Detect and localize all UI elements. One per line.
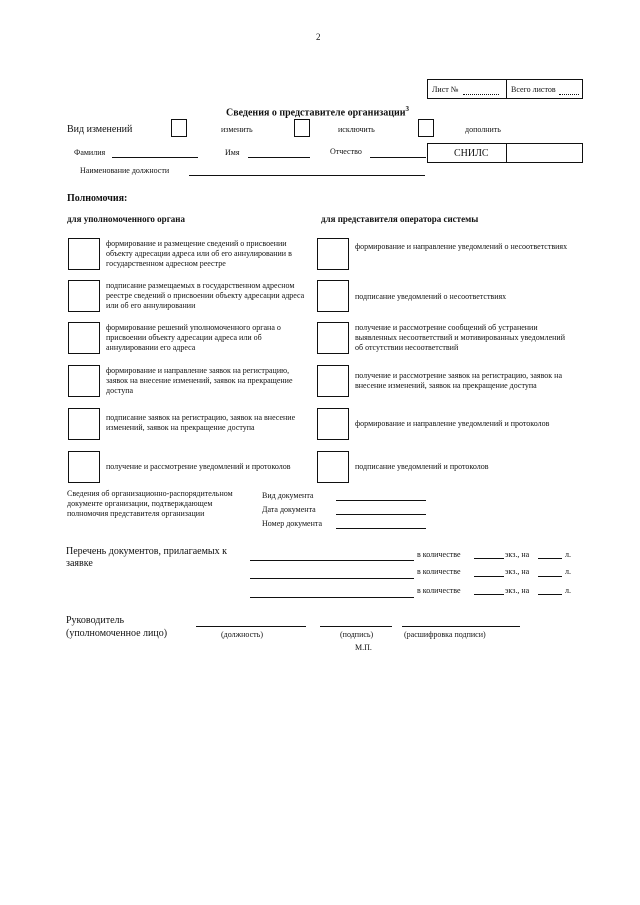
power-right-1-text: формирование и направление уведомлений о несоответствиях: [355, 242, 568, 251]
add-option-label: дополнить: [465, 125, 501, 134]
power-left-6-text: получение и рассмотрение уведомлений и протоколов: [106, 462, 291, 471]
power-right-6-checkbox[interactable]: [317, 451, 349, 483]
power-right-4-checkbox[interactable]: [317, 365, 349, 397]
position-caption: (должность): [221, 630, 263, 639]
attached-doc-2-copies-label: экз., на: [505, 567, 530, 576]
attached-doc-3-copies-label: экз., на: [505, 586, 530, 595]
power-right-3-checkbox[interactable]: [317, 322, 349, 354]
power-right-5-checkbox[interactable]: [317, 408, 349, 440]
signature-decode-caption: (расшифровка подписи): [404, 630, 486, 639]
attached-doc-1-field[interactable]: [250, 560, 414, 561]
power-left-1-checkbox[interactable]: [68, 238, 100, 270]
exclude-checkbox[interactable]: [294, 119, 310, 137]
power-left-5-checkbox[interactable]: [68, 408, 100, 440]
head-label: Руководитель: [66, 615, 125, 626]
attached-doc-2-sheets-label: л.: [565, 567, 571, 576]
position-label: Наименование должности: [80, 166, 170, 175]
attached-doc-2-qty-label: в количестве: [417, 567, 461, 576]
document-date-label: Дата документа: [262, 505, 316, 514]
power-right-4-text: получение и рассмотрение заявок на регистрацию, заявок на внесение изменений, заявок на прекращение доступа: [355, 371, 563, 390]
form-title-text: Сведения о представителе организации: [226, 107, 406, 119]
exclude-option-label: исключить: [338, 125, 375, 134]
total-sheets-blank: [559, 94, 579, 95]
attached-doc-2-sheets-field[interactable]: [538, 576, 562, 577]
power-right-1-checkbox[interactable]: [317, 238, 349, 270]
stamp-place-label: М.П.: [355, 643, 372, 652]
power-left-5-text: подписание заявок на регистрацию, заявок на внесение изменений, заявок на прекращение доступа: [106, 413, 296, 432]
power-left-3-text: формирование решений уполномоченного органа о присвоении объекту адресации адреса или об аннулировании его адреса: [106, 323, 281, 352]
power-left-2-text: подписание размещаемых в государственном адресном реестре сведений о присвоении объекту адресации адреса или об его аннулировании: [106, 281, 305, 310]
document-number-label: Номер документа: [262, 519, 323, 528]
total-sheets-cell[interactable]: [506, 79, 583, 99]
change-option-label: изменить: [221, 125, 253, 134]
name-field[interactable]: [248, 157, 310, 158]
attached-doc-3-copies-field[interactable]: [474, 594, 504, 595]
document-type-field[interactable]: [336, 500, 426, 501]
title-footnote-marker: 3: [405, 105, 410, 113]
attached-doc-3-sheets-field[interactable]: [538, 594, 562, 595]
head-signature-decode-field[interactable]: [402, 626, 520, 627]
sheet-number-label: Лист №: [432, 85, 459, 94]
attached-doc-1-sheets-field[interactable]: [538, 558, 562, 559]
powers-heading: Полномочия:: [67, 193, 128, 204]
power-right-2-checkbox[interactable]: [317, 280, 349, 312]
document-date-field[interactable]: [336, 514, 426, 515]
document-number-field[interactable]: [336, 528, 426, 529]
add-checkbox[interactable]: [418, 119, 434, 137]
snils-field[interactable]: [506, 143, 583, 163]
power-right-3-text: получение и рассмотрение сообщений об устранении выявленных несоответствий и мотивированных уведомлений об отсутствии несоответствий: [355, 323, 565, 352]
attached-doc-1-copies-field[interactable]: [474, 558, 504, 559]
form-title: [226, 103, 409, 119]
attached-doc-3-sheets-label: л.: [565, 586, 571, 595]
attached-doc-1-sheets-label: л.: [565, 550, 571, 559]
power-left-4-text: формирование и направление заявок на регистрацию, заявок на внесение изменений, заявок на прекращение доступа: [106, 366, 293, 395]
patronymic-label: Отчество: [330, 147, 362, 156]
head-sub-label: (уполномоченное лицо): [66, 628, 168, 639]
attached-doc-3-qty-label: в количестве: [417, 586, 461, 595]
power-left-6-checkbox[interactable]: [68, 451, 100, 483]
page-number: 2: [316, 32, 321, 42]
power-right-6-text: подписание уведомлений и протоколов: [355, 462, 489, 471]
power-left-3-checkbox[interactable]: [68, 322, 100, 354]
attached-doc-2-field[interactable]: [250, 578, 414, 579]
power-left-2-checkbox[interactable]: [68, 280, 100, 312]
power-right-2-text: подписание уведомлений о несоответствиях: [355, 292, 507, 301]
power-left-1-text: формирование и размещение сведений о присвоении объекту адресации адреса или об его аннулировании в государственном адресном реестре: [106, 239, 292, 268]
surname-field[interactable]: [112, 157, 198, 158]
change-type-label: Вид изменений: [67, 124, 133, 135]
snils-label: СНИЛС: [454, 148, 489, 159]
signature-caption: (подпись): [340, 630, 374, 639]
power-right-5-text: формирование и направление уведомлений и протоколов: [355, 419, 550, 428]
sheet-number-blank: [463, 94, 499, 95]
head-signature-field[interactable]: [320, 626, 392, 627]
power-left-4-checkbox[interactable]: [68, 365, 100, 397]
attached-documents-label: Перечень документов, прилагаемых к заявке: [66, 546, 227, 569]
attached-doc-2-copies-field[interactable]: [474, 576, 504, 577]
attached-doc-3-field[interactable]: [250, 597, 414, 598]
right-column-heading: для представителя оператора системы: [321, 214, 479, 224]
patronymic-field[interactable]: [370, 157, 426, 158]
change-checkbox[interactable]: [171, 119, 187, 137]
sheet-number-cell[interactable]: [427, 79, 507, 99]
position-field[interactable]: [189, 175, 425, 176]
snils-label-cell: [427, 143, 507, 163]
attached-doc-1-qty-label: в количестве: [417, 550, 461, 559]
attached-doc-1-copies-label: экз., на: [505, 550, 530, 559]
name-label: Имя: [225, 148, 240, 157]
total-sheets-label: Всего листов: [511, 85, 556, 94]
left-column-heading: для уполномоченного органа: [67, 214, 185, 224]
head-position-field[interactable]: [196, 626, 306, 627]
document-type-label: Вид документа: [262, 491, 314, 500]
org-document-text: Сведения об организационно-распорядительном документе организации, подтверждающем полномочия представителя организации: [67, 489, 233, 518]
surname-label: Фамилия: [74, 148, 106, 157]
